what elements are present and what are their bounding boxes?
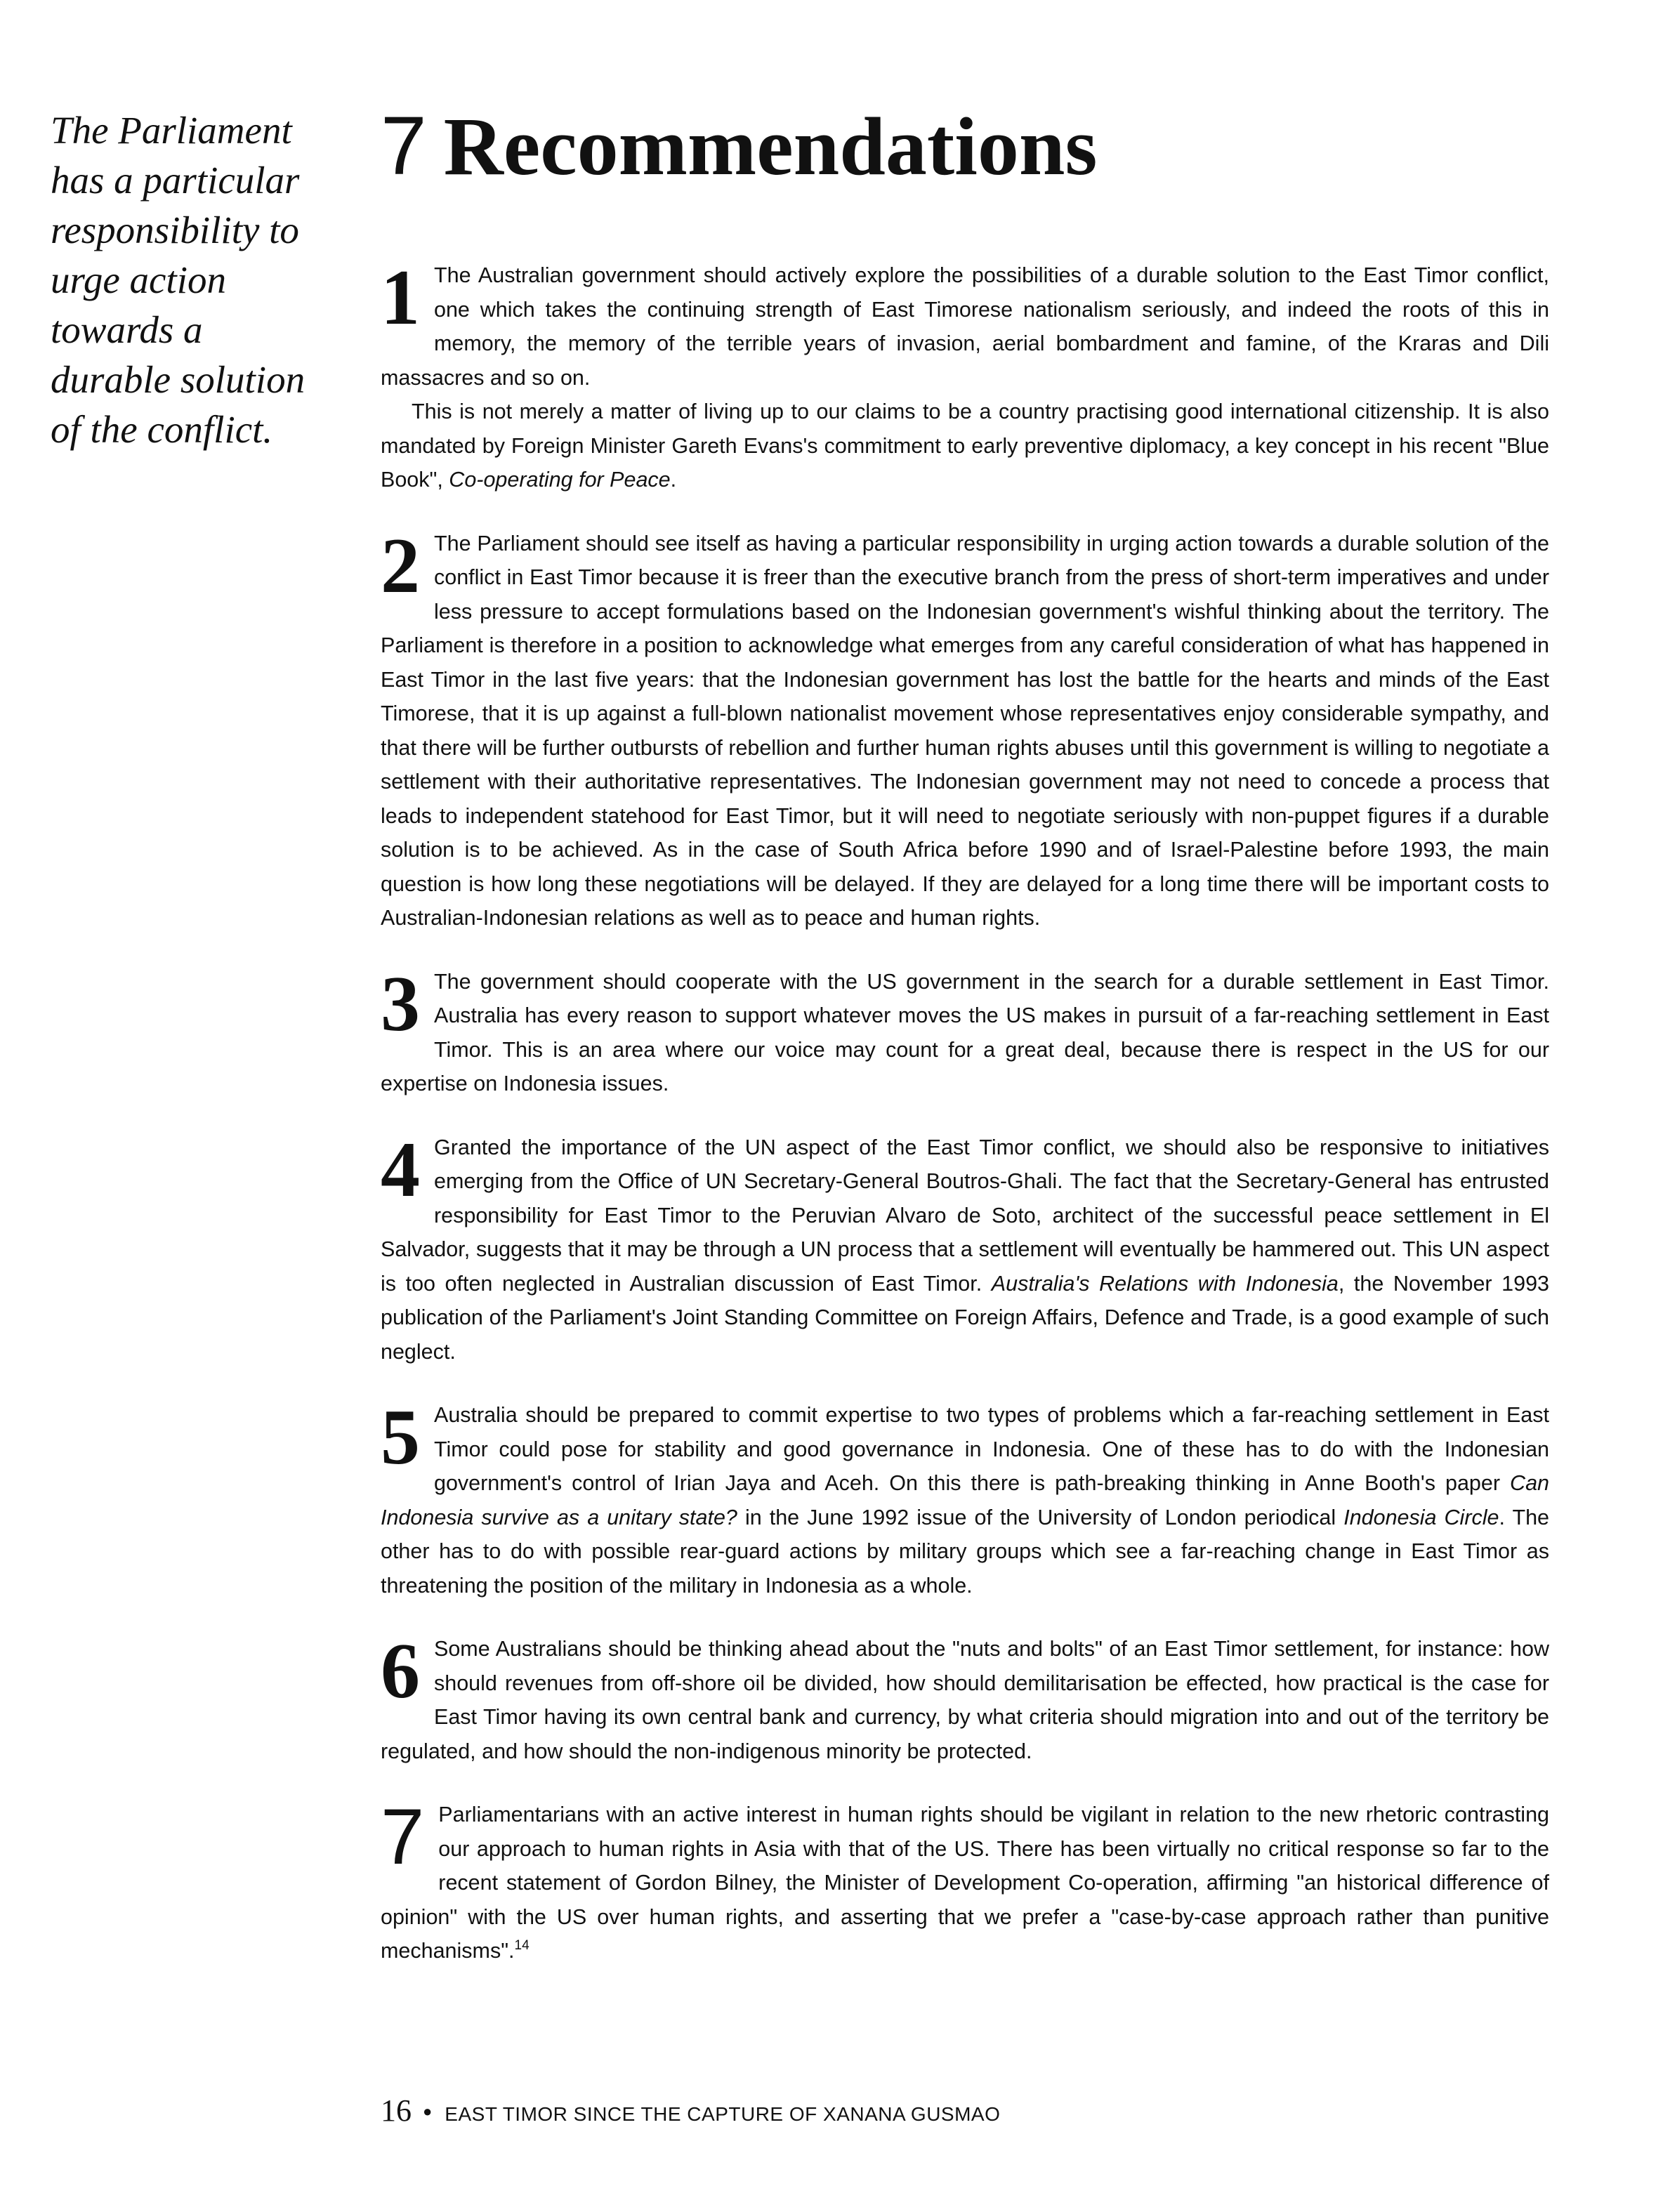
recommendation-7 bbox=[381, 1793, 1549, 1968]
italic-title: Indonesia Circle bbox=[1343, 1505, 1499, 1529]
text-run: The Australian government should actively explore the possibilities of a durable solution to the East Timor conflict, one which takes the continuing strength of East Timorese nationalism seriously, and indeed the roots of this in memory, the memory of the terrible years of invasion, aerial bombardment and famine, of the Kraras and Dili massacres and so on. bbox=[381, 263, 1549, 390]
recommendation-number: 6 bbox=[381, 1628, 420, 1715]
text-run: Granted the importance of the UN aspect of the East Timor conflict, we should also be responsive to initiatives emerging from the Office of UN Secretary-General Boutros-Ghali. The fact that the Secretary-General has entrusted responsibility for East Timor to the Peruvian Alvaro de Soto, architect of the successful peace settlement in El Salvador, suggests that it may be through a UN process that a settlement will eventually be hammered out. This UN aspect is too often neglected in Australian discussion of East Timor. bbox=[381, 1135, 1549, 1296]
recommendation-6 bbox=[381, 1628, 1549, 1768]
running-title: EAST TIMOR SINCE THE CAPTURE OF XANANA GUSMAO bbox=[445, 2103, 1001, 2125]
recommendation-paragraph bbox=[381, 522, 1549, 935]
recommendation-paragraph bbox=[381, 1126, 1549, 1369]
recommendation-1 bbox=[381, 254, 1549, 497]
recommendation-paragraph bbox=[381, 395, 1549, 497]
text-run: Parliamentarians with an active interest in human rights should be vigilant in relation to the new rhetoric contrasting our approach to human rights in Asia with that of the US. There has been virtually no critical response so far to the recent statement of Gordon Bilney, the Minister of Development Co-operation, affirming "an historical difference of opinion" with the US over human rights, and asserting that we prefer a "case-by-case approach rather than punitive mechanisms". bbox=[381, 1803, 1549, 1963]
recommendation-number: 7 bbox=[381, 1793, 425, 1881]
text-run: , the November 1993 publication of the Parliament's Joint Standing Committee on Foreign Affairs, Defence and Trade, is a good example of such neglect. bbox=[381, 1271, 1549, 1364]
recommendation-paragraph bbox=[381, 1628, 1549, 1768]
recommendation-2 bbox=[381, 522, 1549, 935]
text-run: . The other has to do with possible rear-guard actions by military groups which see a far-reaching change in East Timor as threatening the position of the military in Indonesia as a whole. bbox=[381, 1505, 1550, 1598]
recommendation-number: 5 bbox=[381, 1394, 420, 1481]
text-run: Australia should be prepared to commit expertise to two types of problems which a far-reaching settlement in East Timor could pose for stability and good governance in Indonesia. One of these has to do with the Indonesian government's control of Irian Jaya and Aceh. On this there is path-breaking thinking in Anne Booth's paper bbox=[434, 1403, 1549, 1495]
sidebar-pullquote: The Parliament has a particular responsibility to urge action towards a durable solution of the conflict. bbox=[51, 109, 305, 451]
recommendation-number: 4 bbox=[381, 1126, 420, 1213]
text-run: in the June 1992 issue of the University of London periodical bbox=[737, 1505, 1344, 1529]
recommendation-paragraph bbox=[381, 1394, 1550, 1602]
italic-title: Co-operating for Peace bbox=[449, 468, 671, 492]
page-footer bbox=[381, 2093, 1000, 2135]
text-run: Some Australians should be thinking ahead about the "nuts and bolts" of an East Timor settlement, for instance: how should revenues from off-shore oil be divided, how should demilitarisation be effected, how practical is the case for East Timor having its own central bank and currency, by what criteria should migration into and out of the territory be regulated, and how should the non-indigenous minority be protected. bbox=[381, 1637, 1549, 1763]
recommendation-4 bbox=[381, 1126, 1549, 1369]
recommendation-number: 3 bbox=[381, 960, 420, 1048]
recommendation-number: 1 bbox=[381, 254, 420, 341]
recommendation-paragraph bbox=[381, 960, 1549, 1101]
page-number: 16 bbox=[381, 2093, 412, 2128]
recommendation-3 bbox=[381, 960, 1549, 1101]
text-run: . bbox=[670, 468, 677, 492]
recommendation-5 bbox=[381, 1394, 1550, 1602]
recommendation-number: 2 bbox=[381, 522, 420, 610]
text-run: The Parliament should see itself as having a particular responsibility in urging action towards a durable solution of the conflict in East Timor because it is freer than the executive branch from the press of short-term imperatives and under less pressure to accept formulations based on the Indonesian government's wishful thinking about the territory. The Parliament is therefore in a position to acknowledge what emerges from any careful consideration of what has happened in East Timor in the last five years: that the Indonesian government has lost the battle for the hearts and minds of the East Timorese, that it is up against a full-blown nationalist movement whose representatives enjoy considerable sympathy, and that there will be further outbursts of rebellion and further human rights abuses until this government is willing to negotiate a settlement with their authoritative representatives. The Indonesian government may not need to concede a process that leads to independent statehood for East Timor, but it will need to negotiate seriously with non-puppet figures if a durable solution is to be achieved. As in the case of South Africa before 1990 and of Israel-Palestine before 1993, the main question is how long these negotiations will be delayed. If they are delayed for a long time there will be important costs to Australian-Indonesian relations as well as to peace and human rights. bbox=[381, 531, 1549, 930]
footer-bullet: ● bbox=[423, 2102, 433, 2120]
italic-title: Can Indonesia survive as a unitary state? bbox=[381, 1471, 1549, 1529]
chapter-number: 7 bbox=[381, 100, 427, 192]
text-run: The government should cooperate with the US government in the search for a durable settlement in East Timor. Australia has every reason to support whatever moves the US makes in pursuit of a far-reaching settlement in East Timor. This is an area where our voice may count for a great deal, because there is respect in the US for our expertise on Indonesia issues. bbox=[381, 969, 1549, 1095]
chapter-title: Recommendations bbox=[443, 100, 1098, 192]
footnote-ref: 14 bbox=[514, 1938, 530, 1953]
recommendation-paragraph bbox=[381, 254, 1549, 395]
recommendation-paragraph bbox=[381, 1793, 1549, 1968]
text-run: This is not merely a matter of living up to our claims to be a country practising good international citizenship. It is also mandated by Foreign Minister Gareth Evans's commitment to early preventive diplomacy, a key concept in his recent "Blue Book", bbox=[381, 400, 1549, 492]
recommendations-list bbox=[381, 254, 1550, 1998]
italic-title: Australia's Relations with Indonesia bbox=[991, 1271, 1339, 1296]
chapter-heading bbox=[381, 97, 1097, 196]
